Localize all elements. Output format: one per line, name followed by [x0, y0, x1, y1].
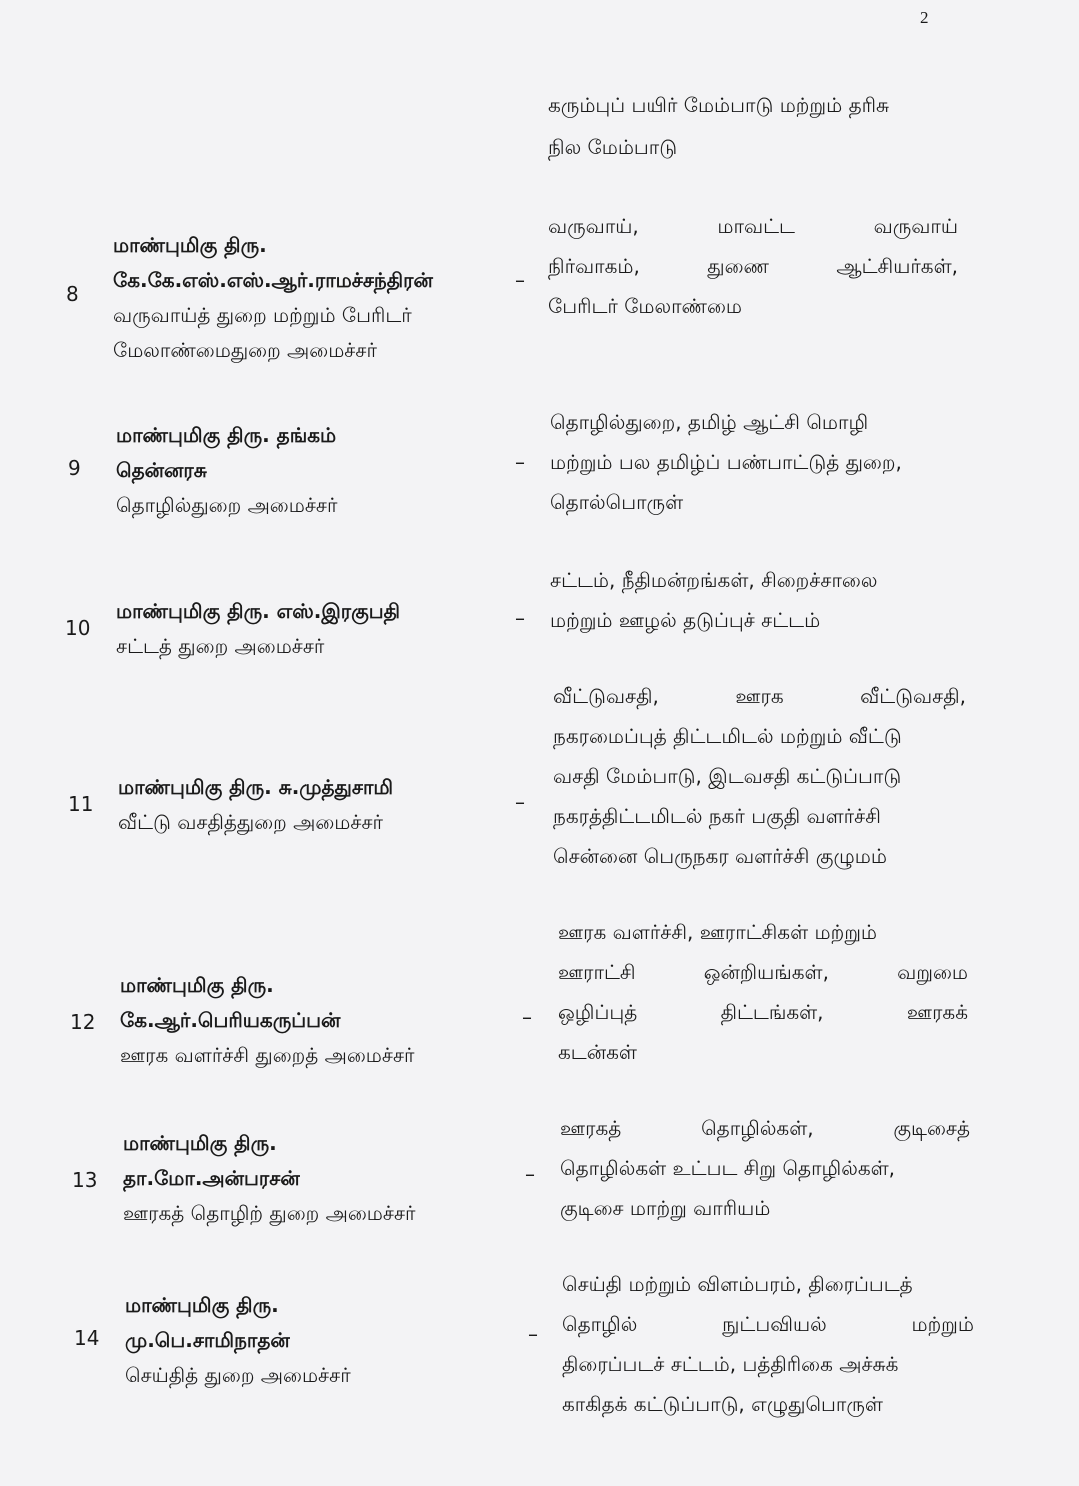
entry-number: 12 — [70, 1010, 96, 1034]
portfolio-word: ஆட்சியர்கள், — [836, 254, 958, 278]
portfolio-word: நகரத்திட்டமிடல் நகர் பகுதி வளர்ச்சி — [553, 804, 881, 828]
minister-name: கே.கே.எஸ்.எஸ்.ஆர்.ராமச்சந்திரன் — [113, 268, 433, 292]
portfolio-line — [550, 402, 962, 442]
minister-title: மாண்புமிகு திரு. எஸ்.இரகுபதி — [116, 599, 401, 623]
portfolio-line — [550, 600, 962, 640]
portfolio-word: சென்னை பெருநகர வளர்ச்சி குழுமம் — [553, 844, 887, 868]
portfolio-word: ஊரகக் — [906, 1000, 968, 1024]
portfolio-word: ஊரக — [735, 684, 784, 708]
portfolio-word: மற்றும் ஊழல் தடுப்புச் சட்டம் — [550, 608, 821, 632]
portfolio-word: ஒழிப்புத் — [558, 1000, 638, 1024]
entry-number: 13 — [72, 1168, 98, 1192]
minister-designation: ஊரகத் தொழிற் துறை அமைச்சர் — [123, 1201, 416, 1225]
portfolio-word: வீட்டுவசதி, — [553, 684, 659, 708]
portfolio-block — [562, 1264, 974, 1424]
portfolio-word: கடன்கள் — [558, 1040, 637, 1064]
minister-name: கே.ஆர்.பெரியகருப்பன் — [120, 1008, 341, 1032]
portfolio-block — [558, 912, 968, 1072]
portfolio-word: தொல்பொருள் — [550, 490, 684, 514]
portfolio-word: வசதி மேம்பாடு, இடவசதி கட்டுப்பாடு — [553, 764, 902, 788]
portfolio-block — [550, 402, 962, 522]
minister-name: தா.மோ.அன்பரசன் — [123, 1166, 300, 1190]
portfolio-word: திரைப்படச் சட்டம், பத்திரிகை அச்சுக் — [562, 1352, 899, 1376]
portfolio-line — [550, 482, 962, 522]
portfolio-line — [562, 1344, 974, 1384]
portfolio-line — [560, 1148, 970, 1188]
entry-number: 11 — [68, 792, 94, 816]
portfolio-block — [550, 560, 962, 640]
portfolio-line — [548, 286, 958, 326]
separator-dash: – — [525, 1162, 535, 1186]
minister-title: மாண்புமிகு திரு. — [123, 1131, 277, 1155]
portfolio-line — [560, 1188, 970, 1228]
entry-number: 14 — [74, 1326, 100, 1350]
minister-name: தென்னரசு — [116, 458, 207, 482]
portfolio-line — [553, 836, 966, 876]
portfolio-line: நில மேம்பாடு — [548, 135, 678, 159]
portfolio-line — [558, 1032, 968, 1072]
minister-block — [125, 1288, 525, 1393]
portfolio-line — [558, 952, 968, 992]
minister-title: மாண்புமிகு திரு. — [125, 1293, 279, 1317]
portfolio-word: தொழில்கள், — [701, 1116, 814, 1140]
minister-name: மு.பெ.சாமிநாதன் — [125, 1328, 290, 1352]
portfolio-word: வருவாய் — [873, 214, 958, 238]
separator-dash: – — [522, 1005, 532, 1029]
minister-block — [116, 594, 516, 664]
portfolio-word: குடிசை மாற்று வாரியம் — [560, 1196, 771, 1220]
portfolio-line: கரும்புப் பயிர் மேம்பாடு மற்றும் தரிசு — [548, 93, 890, 117]
minister-designation: மேலாண்மைதுறை அமைச்சர் — [113, 338, 377, 362]
minister-designation: ஊரக வளர்ச்சி துறைத் அமைச்சர் — [120, 1043, 415, 1067]
portfolio-word: மற்றும் — [911, 1312, 974, 1336]
portfolio-word: பேரிடர் மேலாண்மை — [548, 294, 743, 318]
portfolio-word: ஒன்றியங்கள், — [703, 960, 829, 984]
portfolio-line — [550, 560, 962, 600]
minister-block — [118, 770, 518, 840]
portfolio-line — [553, 796, 966, 836]
portfolio-line — [548, 246, 958, 286]
separator-dash: – — [515, 606, 525, 630]
portfolio-line — [558, 912, 968, 952]
portfolio-word: செய்தி மற்றும் விளம்பரம், திரைப்படத் — [562, 1272, 913, 1296]
separator-dash: – — [528, 1322, 538, 1346]
portfolio-line — [550, 442, 962, 482]
portfolio-word: மற்றும் பல தமிழ்ப் பண்பாட்டுத் துறை, — [550, 450, 902, 474]
portfolio-line — [560, 1108, 970, 1148]
portfolio-word: ஊரகத் — [560, 1116, 622, 1140]
portfolio-line — [553, 716, 966, 756]
separator-dash: – — [515, 268, 525, 292]
separator-dash: – — [515, 450, 525, 474]
portfolio-line — [562, 1304, 974, 1344]
minister-designation: செய்தித் துறை அமைச்சர் — [125, 1363, 351, 1387]
portfolio-word: தொழில்கள் உட்பட சிறு தொழில்கள், — [560, 1156, 896, 1180]
minister-designation: வருவாய்த் துறை மற்றும் பேரிடர் — [113, 303, 412, 327]
entry-number: 9 — [68, 456, 81, 480]
portfolio-word: திட்டங்கள், — [720, 1000, 824, 1024]
portfolio-word: காகிதக் கட்டுப்பாடு, எழுதுபொருள் — [562, 1392, 883, 1416]
portfolio-block — [553, 676, 966, 876]
portfolio-block — [548, 206, 958, 326]
portfolio-word: ஊராட்சி — [558, 960, 636, 984]
portfolio-word: வருவாய், — [548, 214, 639, 238]
portfolio-word: நிர்வாகம், — [548, 254, 640, 278]
minister-title: மாண்புமிகு திரு. — [120, 973, 274, 997]
page-number: 2 — [920, 8, 929, 27]
minister-title: மாண்புமிகு திரு. தங்கம் — [116, 423, 337, 447]
portfolio-block — [560, 1108, 970, 1228]
entry-number: 10 — [65, 616, 91, 640]
minister-title: மாண்புமிகு திரு. சு.முத்துசாமி — [118, 775, 394, 799]
minister-designation: சட்டத் துறை அமைச்சர் — [116, 634, 325, 658]
separator-dash: – — [515, 790, 525, 814]
minister-designation: தொழில்துறை அமைச்சர் — [116, 493, 338, 517]
portfolio-line — [553, 676, 966, 716]
portfolio-line — [553, 756, 966, 796]
portfolio-word: வறுமை — [897, 960, 968, 984]
portfolio-line — [558, 992, 968, 1032]
portfolio-word: சட்டம், நீதிமன்றங்கள், சிறைச்சாலை — [550, 568, 878, 592]
portfolio-line — [548, 206, 958, 246]
portfolio-word: மாவட்ட — [717, 214, 795, 238]
minister-title: மாண்புமிகு திரு. — [113, 233, 267, 257]
portfolio-word: தொழில்துறை, தமிழ் ஆட்சி மொழி — [550, 410, 869, 434]
portfolio-word: நுட்பவியல் — [722, 1312, 827, 1336]
entry-number: 8 — [66, 282, 79, 306]
portfolio-line — [562, 1384, 974, 1424]
portfolio-word: ஊரக வளர்ச்சி, ஊராட்சிகள் மற்றும் — [558, 920, 878, 944]
portfolio-word: வீட்டுவசதி, — [860, 684, 966, 708]
portfolio-word: தொழில் — [562, 1312, 638, 1336]
minister-block — [120, 968, 520, 1073]
minister-block — [113, 228, 513, 368]
portfolio-word: குடிசைத் — [893, 1116, 970, 1140]
minister-block — [123, 1126, 523, 1231]
portfolio-word: நகரமைப்புத் திட்டமிடல் மற்றும் வீட்டு — [553, 724, 902, 748]
continued-portfolio — [548, 84, 968, 168]
minister-designation: வீட்டு வசதித்துறை அமைச்சர் — [118, 810, 383, 834]
portfolio-word: துணை — [707, 254, 769, 278]
portfolio-line — [562, 1264, 974, 1304]
minister-block — [116, 418, 516, 523]
